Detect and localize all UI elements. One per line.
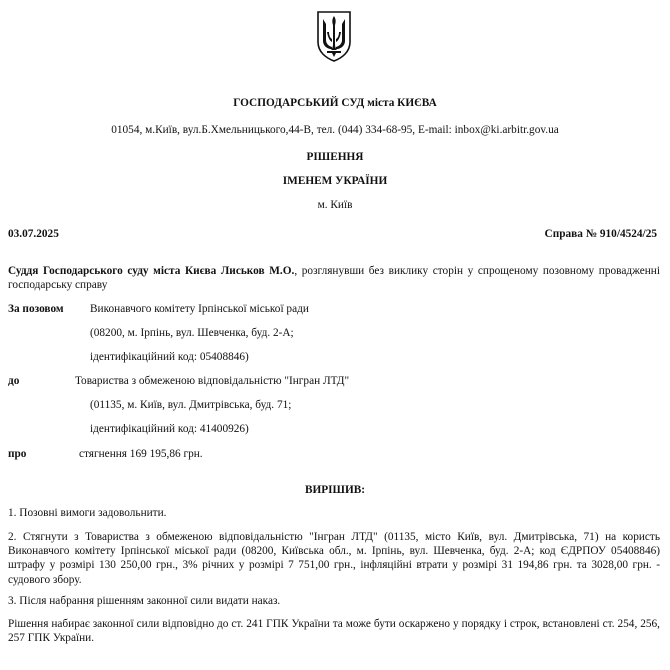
subject-label: про <box>8 448 27 460</box>
intro-paragraph <box>8 264 660 292</box>
resolution-item-2: 2. Стягнути з Товариства з обмеженою відповідальністю "Інгран ЛТД" (01135, місто Київ, вул. Дмитрівська, 71) на користь Виконавчого комітету Ірпінської міської ради (08200, Київська обл., м. Ірпінь, вул. Шевченка, буд. 2-А; код ЄДРПОУ 05408846) штрафу у розмірі 130 250,00 грн., 3% річних у розмірі 7 751,00 грн., інфляційні втрати у розмірі 31 194,86 грн. та 3028,00 грн. - судового збору. <box>8 531 660 586</box>
coat-of-arms-emblem <box>316 10 352 62</box>
defendant-name: Товариства з обмеженою відповідальністю "Інгран ЛТД" <box>75 375 350 387</box>
defendant-code: ідентифікаційний код: 41400926) <box>90 423 249 435</box>
resolution-item-4: Рішення набирає законної сили відповідно до ст. 241 ГПК України та може бути оскаржено у порядку і строк, встановлені ст. 254, 256, 257 ГПК України. <box>8 618 660 645</box>
claimant-address: (08200, м. Ірпінь, вул. Шевченка, буд. 2-А; <box>90 327 294 339</box>
resolved-heading: ВИРІШИВ: <box>304 484 366 496</box>
subject-text: стягнення 169 195,86 грн. <box>79 448 203 460</box>
decision-title: РІШЕННЯ <box>306 151 364 163</box>
case-number: Справа № 910/4524/25 <box>544 228 657 240</box>
court-name <box>0 96 670 110</box>
judge-name: Суддя Господарського суду міста Києва Лиськов М.О. <box>8 265 295 277</box>
claimant-name: Виконавчого комітету Ірпінської міської ради <box>90 303 309 315</box>
city-name: м. Київ <box>317 199 353 211</box>
court-address: 01054, м.Київ, вул.Б.Хмельницького,44-В, тел. (044) 334-68-95, E-mail: inbox@ki.arbitr.gov.ua <box>111 124 559 136</box>
in-the-name-title: ІМЕНЕМ УКРАЇНИ <box>282 175 388 187</box>
claimant-label: За позовом <box>8 303 64 315</box>
court-name-part2: міста <box>367 97 395 109</box>
resolution-item-1: 1. Позовні вимоги задовольнити. <box>8 507 167 519</box>
claimant-code: ідентифікаційний код: 05408846) <box>90 351 249 363</box>
court-name-part3: КИЄВА <box>397 97 437 109</box>
court-name-part1: ГОСПОДАРСЬКИЙ СУД <box>233 97 365 109</box>
decision-date: 03.07.2025 <box>8 228 59 240</box>
defendant-label: до <box>8 375 20 387</box>
defendant-address: (01135, м. Київ, вул. Дмитрівська, буд. 71; <box>90 399 292 411</box>
resolution-item-3: 3. Після набрання рішенням законної сили видати наказ. <box>8 595 281 607</box>
intro-text: , розглянувши без виклику сторін у спрощеному позовному провадженні господарську справу <box>8 265 660 292</box>
